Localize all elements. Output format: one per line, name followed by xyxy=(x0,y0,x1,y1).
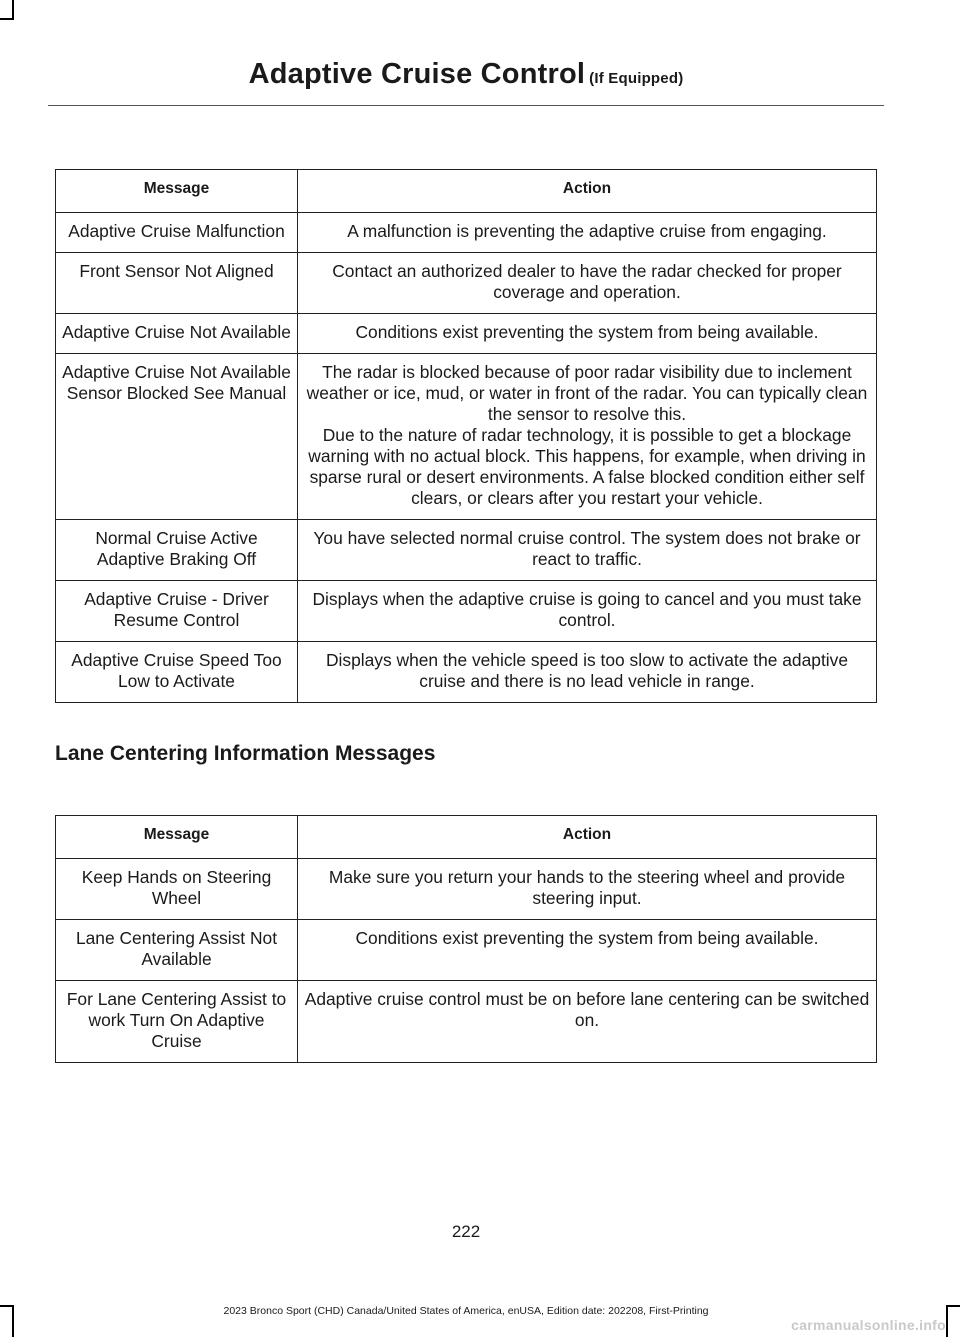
lane-centering-messages-table xyxy=(55,815,877,1063)
action-paragraph: The radar is blocked because of poor radar visibility due to inclement weather or ice, mud, or water in front of the radar. You can typically clean the sensor to resolve this. xyxy=(306,362,868,424)
table-row xyxy=(56,581,877,642)
action-paragraph: Conditions exist preventing the system from being available. xyxy=(355,928,819,948)
message-cell: Adaptive Cruise Malfunction xyxy=(56,213,298,253)
action-paragraph: A malfunction is preventing the adaptive cruise from engaging. xyxy=(347,221,827,241)
table-row xyxy=(56,354,877,520)
header-divider xyxy=(48,105,884,106)
message-cell: Adaptive Cruise - Driver Resume Control xyxy=(56,581,298,642)
page-header xyxy=(48,58,884,91)
action-cell xyxy=(298,981,877,1063)
action-paragraph: Due to the nature of radar technology, it is possible to get a blockage warning with no actual block. This happens, for example, when driving in sparse rural or desert environments. A false blocked condition either self clears, or clears after you restart your vehicle. xyxy=(308,425,866,508)
action-cell xyxy=(298,314,877,354)
table-body xyxy=(56,859,877,1063)
table-row xyxy=(56,213,877,253)
action-cell xyxy=(298,354,877,520)
page-title: Adaptive Cruise Control xyxy=(248,58,586,90)
crop-mark xyxy=(946,1305,948,1337)
page-subtitle: (If Equipped) xyxy=(589,70,684,87)
section-title: Lane Centering Information Messages xyxy=(55,742,436,765)
action-cell xyxy=(298,253,877,314)
action-cell xyxy=(298,920,877,981)
action-paragraph: Make sure you return your hands to the steering wheel and provide steering input. xyxy=(328,867,846,908)
action-cell xyxy=(298,642,877,703)
crop-mark xyxy=(0,18,14,20)
table-row xyxy=(56,920,877,981)
column-header-message: Message xyxy=(56,816,298,859)
footer-text: 2023 Bronco Sport (CHD) Canada/United States of America, enUSA, Edition date: 202208, First-Printing xyxy=(223,1305,709,1317)
message-cell: Adaptive Cruise Speed Too Low to Activate xyxy=(56,642,298,703)
table-row xyxy=(56,859,877,920)
message-cell: Normal Cruise Active Adaptive Braking Off xyxy=(56,520,298,581)
action-paragraph: Displays when the adaptive cruise is going to cancel and you must take control. xyxy=(312,589,862,630)
message-cell: Adaptive Cruise Not Available xyxy=(56,314,298,354)
table-row xyxy=(56,520,877,581)
table-row xyxy=(56,642,877,703)
watermark: carmanualsonline.info xyxy=(791,1317,946,1333)
cruise-messages-table xyxy=(55,169,877,703)
table-body xyxy=(56,213,877,703)
action-paragraph: Conditions exist preventing the system from being available. xyxy=(355,322,819,342)
table-header-row xyxy=(56,816,877,859)
column-header-action: Action xyxy=(298,816,877,859)
crop-mark xyxy=(12,0,14,18)
table-row xyxy=(56,981,877,1063)
crop-mark xyxy=(946,1305,960,1307)
table-header-row xyxy=(56,170,877,213)
action-cell xyxy=(298,581,877,642)
action-paragraph: Displays when the vehicle speed is too slow to activate the adaptive cruise and there is no lead vehicle in range. xyxy=(325,650,849,691)
action-paragraph: Adaptive cruise control must be on before lane centering can be switched on. xyxy=(304,989,870,1030)
column-header-action: Action xyxy=(298,170,877,213)
table-row xyxy=(56,253,877,314)
message-cell: For Lane Centering Assist to work Turn On Adaptive Cruise xyxy=(56,981,298,1063)
action-paragraph: You have selected normal cruise control. The system does not brake or react to traffic. xyxy=(313,528,861,569)
action-cell xyxy=(298,859,877,920)
message-cell: Front Sensor Not Aligned xyxy=(56,253,298,314)
page-number: 222 xyxy=(451,1222,481,1241)
action-cell xyxy=(298,520,877,581)
action-paragraph: Contact an authorized dealer to have the radar checked for proper coverage and operation. xyxy=(332,261,842,302)
message-cell: Adaptive Cruise Not Available Sensor Blocked See Manual xyxy=(56,354,298,520)
message-cell: Keep Hands on Steering Wheel xyxy=(56,859,298,920)
message-cell: Lane Centering Assist Not Available xyxy=(56,920,298,981)
table-row xyxy=(56,314,877,354)
action-cell xyxy=(298,213,877,253)
column-header-message: Message xyxy=(56,170,298,213)
